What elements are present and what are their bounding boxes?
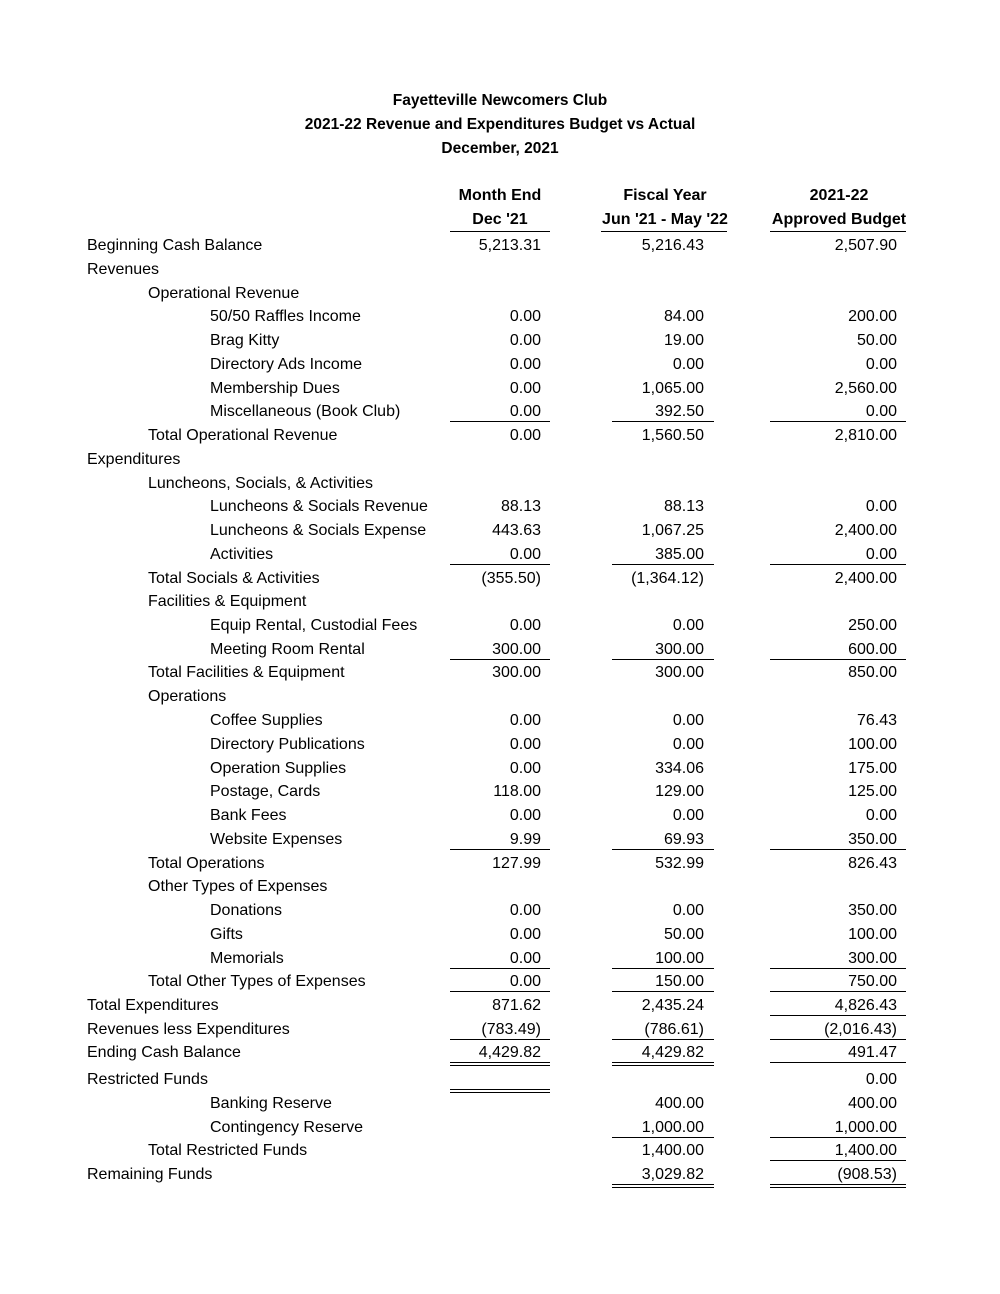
total-underline [450,564,550,565]
row-label: Beginning Cash Balance [87,237,263,254]
table-row [0,615,1000,639]
month-end-value: (783.49) [481,1021,541,1038]
row-label: Ending Cash Balance [87,1044,241,1061]
month-end-value: 0.00 [509,546,541,563]
budget-value: 2,507.90 [834,237,897,254]
row-label: Membership Dues [210,380,340,397]
budget-value: 1,400.00 [834,1142,897,1159]
budget-value: (908.53) [837,1166,897,1183]
row-label: Total Restricted Funds [148,1142,308,1159]
budget-value: 50.00 [856,332,897,349]
month-end-value: 0.00 [509,760,541,777]
header-underline [770,231,906,232]
table-row [0,734,1000,758]
table-row [0,710,1000,734]
table-row [0,520,1000,544]
row-label: Brag Kitty [210,332,280,349]
table-row [0,449,1000,473]
row-label: Operational Revenue [148,285,300,302]
budget-value: 1,000.00 [834,1119,897,1136]
table-row [0,496,1000,520]
col-fiscal-year-subheader: Jun '21 - May '22 [602,211,728,228]
row-label: Directory Ads Income [210,356,363,373]
budget-value: 850.00 [848,664,897,681]
total-underline [770,564,906,565]
fiscal-year-value: 1,067.25 [641,522,704,539]
row-label: Expenditures [87,451,181,468]
budget-value: 826.43 [848,855,897,872]
row-label: Total Expenditures [87,997,219,1014]
total-underline [450,968,550,969]
total-underline [450,991,550,992]
month-end-value: 0.00 [509,356,541,373]
table-row [0,805,1000,829]
budget-value: 250.00 [848,617,897,634]
total-underline [612,659,714,660]
fiscal-year-value: 532.99 [655,855,704,872]
table-row [0,568,1000,592]
col-fiscal-year-header: Fiscal Year [623,187,707,204]
double-underline [612,1062,714,1066]
month-end-value: 0.00 [509,308,541,325]
fiscal-year-value: 88.13 [663,498,704,515]
budget-value: 2,560.00 [834,380,897,397]
table-row [0,1019,1000,1043]
fiscal-year-value: 392.50 [655,403,704,420]
budget-value: 100.00 [848,736,897,753]
total-underline [612,564,714,565]
budget-value: 0.00 [865,403,897,420]
total-underline [770,968,906,969]
row-label: Total Socials & Activities [148,570,320,587]
month-end-value: 0.00 [509,332,541,349]
total-underline [770,849,906,850]
table-row [0,283,1000,307]
total-underline [612,991,714,992]
month-end-value: 4,429.82 [478,1044,541,1061]
month-end-value: 871.62 [492,997,541,1014]
col-month-end-subheader: Dec '21 [472,211,528,228]
row-label: Remaining Funds [87,1166,213,1183]
table-row [0,853,1000,877]
budget-value: 0.00 [865,807,897,824]
fiscal-year-value: 50.00 [663,926,704,943]
row-label: Postage, Cards [210,783,321,800]
row-label: Contingency Reserve [210,1119,363,1136]
budget-value: 400.00 [848,1095,897,1112]
table-row [0,924,1000,948]
total-underline [612,1137,714,1138]
fiscal-year-value: 3,029.82 [641,1166,704,1183]
row-label: Operations [148,688,227,705]
fiscal-year-value: 5,216.43 [641,237,704,254]
fiscal-year-value: (1,364.12) [631,570,704,587]
row-label: Revenues [87,261,160,278]
row-label: Coffee Supplies [210,712,323,729]
row-label: Operation Supplies [210,760,347,777]
month-end-value: 0.00 [509,617,541,634]
budget-value: 0.00 [865,498,897,515]
fiscal-year-value: 0.00 [672,902,704,919]
row-label: Activities [210,546,274,563]
row-label: Bank Fees [210,807,287,824]
total-underline [612,421,714,422]
col-budget-subheader: Approved Budget [771,211,907,228]
month-end-value: 300.00 [492,641,541,658]
total-underline [770,1160,906,1161]
table-row [0,354,1000,378]
col-month-end-header: Month End [458,187,542,204]
table-row [0,639,1000,663]
row-label: Total Facilities & Equipment [148,664,345,681]
total-underline [770,659,906,660]
table-row [0,401,1000,425]
table-row [0,1117,1000,1141]
row-label: Meeting Room Rental [210,641,365,658]
budget-value: 350.00 [848,902,897,919]
total-underline [770,1015,906,1016]
fiscal-year-value: 300.00 [655,641,704,658]
row-label: Revenues less Expenditures [87,1021,290,1038]
fiscal-year-value: 385.00 [655,546,704,563]
row-label: Restricted Funds [87,1071,208,1088]
table-row [0,1069,1000,1093]
fiscal-year-value: 84.00 [663,308,704,325]
fiscal-year-value: 0.00 [672,736,704,753]
row-label: Luncheons & Socials Revenue [210,498,428,515]
table-row [0,1093,1000,1117]
table-row [0,378,1000,402]
fiscal-year-value: 19.00 [663,332,704,349]
table-row [0,829,1000,853]
budget-value: 0.00 [865,1071,897,1088]
table-row [0,876,1000,900]
budget-value: (2,016.43) [824,1021,897,1038]
fiscal-year-value: 129.00 [655,783,704,800]
budget-value: 750.00 [848,973,897,990]
budget-value: 600.00 [848,641,897,658]
table-row [0,473,1000,497]
month-end-value: 88.13 [500,498,541,515]
total-underline [612,849,714,850]
table-row [0,1042,1000,1066]
month-end-value: 118.00 [493,783,541,800]
total-underline [612,968,714,969]
row-label: 50/50 Raffles Income [210,308,361,325]
month-end-value: 5,213.31 [478,237,541,254]
budget-value: 2,810.00 [834,427,897,444]
total-underline [770,421,906,422]
row-label: Directory Publications [210,736,365,753]
total-underline [770,1062,906,1063]
table-row [0,1140,1000,1164]
month-end-value: 443.63 [492,522,541,539]
month-end-value: 127.99 [492,855,541,872]
fiscal-year-value: 1,000.00 [641,1119,704,1136]
budget-value: 0.00 [865,546,897,563]
month-end-value: 0.00 [509,380,541,397]
table-row [0,971,1000,995]
budget-value: 100.00 [848,926,897,943]
fiscal-year-value: 4,429.82 [641,1044,704,1061]
fiscal-year-value: 0.00 [672,617,704,634]
budget-value: 0.00 [865,356,897,373]
club-name: Fayetteville Newcomers Club [392,92,608,109]
fiscal-year-value: 0.00 [672,356,704,373]
row-label: Gifts [210,926,243,943]
table-row [0,686,1000,710]
table-row [0,591,1000,615]
row-label: Banking Reserve [210,1095,332,1112]
month-end-value: 0.00 [509,712,541,729]
month-end-value: 0.00 [509,807,541,824]
header-underline [601,231,727,232]
total-underline [770,1039,906,1040]
table-row [0,758,1000,782]
month-end-value: 0.00 [509,926,541,943]
fiscal-year-value: 334.06 [655,760,704,777]
total-underline [770,991,906,992]
row-label: Website Expenses [210,831,343,848]
month-end-value: 0.00 [509,902,541,919]
report-subtitle: 2021-22 Revenue and Expenditures Budget vs Actual [304,116,696,133]
total-underline [450,421,550,422]
row-label: Memorials [210,950,284,967]
table-row [0,235,1000,259]
month-end-value: 9.99 [509,831,541,848]
fiscal-year-value: 69.93 [663,831,704,848]
fiscal-year-value: 300.00 [655,664,704,681]
col-budget-header: 2021-22 [809,187,869,204]
fiscal-year-value: 150.00 [655,973,704,990]
row-label: Equip Rental, Custodial Fees [210,617,418,634]
month-end-value: 0.00 [509,736,541,753]
table-row [0,781,1000,805]
report-date: December, 2021 [441,140,559,157]
table-row [0,330,1000,354]
total-underline [450,849,550,850]
row-label: Luncheons & Socials Expense [210,522,427,539]
fiscal-year-value: 0.00 [672,712,704,729]
header-underline [450,231,550,232]
row-label: Total Other Types of Expenses [148,973,366,990]
table-row [0,259,1000,283]
double-underline [612,1184,714,1188]
row-label: Other Types of Expenses [148,878,328,895]
budget-value: 125.00 [848,783,897,800]
table-row [0,900,1000,924]
budget-value: 76.43 [856,712,897,729]
budget-value: 2,400.00 [834,522,897,539]
month-end-value: 0.00 [509,950,541,967]
month-end-value: (355.50) [481,570,541,587]
budget-value: 4,826.43 [834,997,897,1014]
double-underline [450,1062,550,1066]
month-end-value: 0.00 [509,973,541,990]
budget-value: 350.00 [848,831,897,848]
table-row [0,544,1000,568]
fiscal-year-value: 1,065.00 [641,380,704,397]
month-end-value: 0.00 [509,403,541,420]
table-row [0,995,1000,1019]
fiscal-year-value: (786.61) [644,1021,704,1038]
budget-value: 175.00 [848,760,897,777]
table-row [0,425,1000,449]
total-underline [612,1039,714,1040]
double-underline [770,1184,906,1188]
fiscal-year-value: 100.00 [655,950,704,967]
fiscal-year-value: 1,400.00 [641,1142,704,1159]
budget-value: 2,400.00 [834,570,897,587]
row-label: Facilities & Equipment [148,593,307,610]
row-label: Total Operations [148,855,265,872]
row-label: Donations [210,902,283,919]
table-row [0,662,1000,686]
budget-value: 200.00 [848,308,897,325]
budget-value: 491.47 [848,1044,897,1061]
fiscal-year-value: 2,435.24 [641,997,704,1014]
table-row [0,1164,1000,1188]
table-row [0,948,1000,972]
budget-value: 300.00 [848,950,897,967]
row-label: Miscellaneous (Book Club) [210,403,401,420]
fiscal-year-value: 1,560.50 [641,427,704,444]
fiscal-year-value: 0.00 [672,807,704,824]
table-row [0,306,1000,330]
row-label: Luncheons, Socials, & Activities [148,475,374,492]
total-underline [770,1137,906,1138]
total-underline [450,1039,550,1040]
month-end-value: 0.00 [509,427,541,444]
total-underline [450,659,550,660]
row-label: Total Operational Revenue [148,427,338,444]
fiscal-year-value: 400.00 [655,1095,704,1112]
month-end-value: 300.00 [492,664,541,681]
